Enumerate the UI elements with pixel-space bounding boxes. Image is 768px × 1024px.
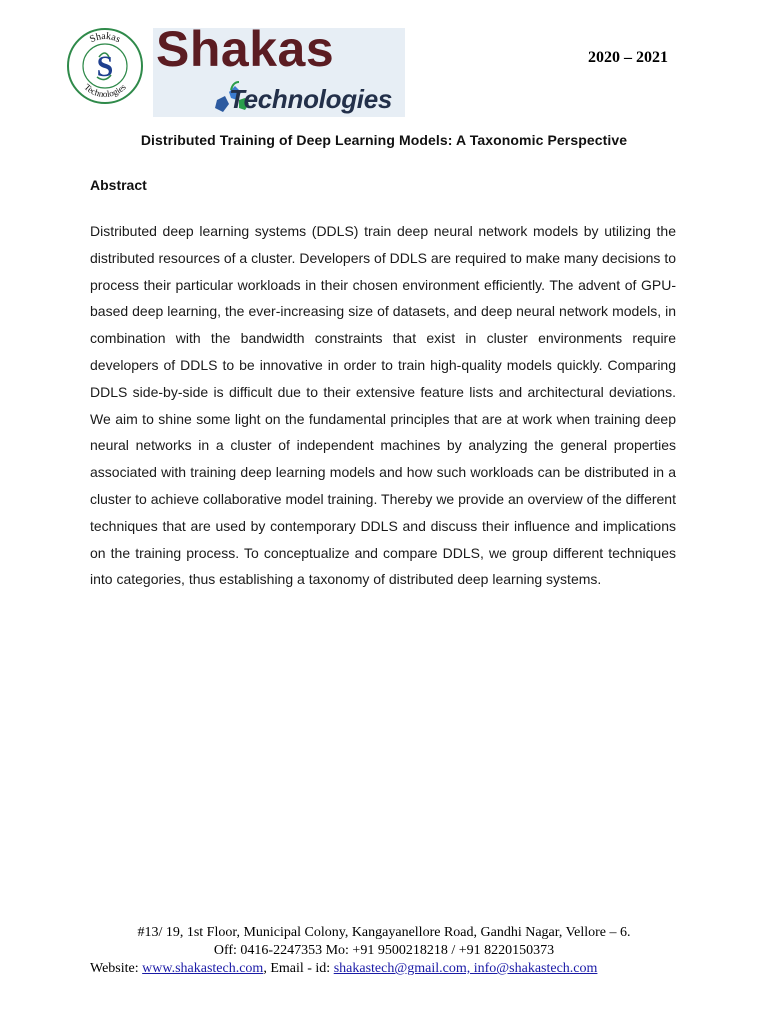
email-links[interactable]: shakastech@gmail.com, info@shakastech.com xyxy=(333,961,598,976)
abstract-body: Distributed deep learning systems (DDLS) train deep neural network models by utilizing the distributed resources of a cluster. Developers of DDLS are required to make many decisions to process their particular workloads in their chosen environment efficiently. The advent of GPU-based deep learning, the ever-increasing size of datasets, and deep neural network models, in combination with the bandwidth constraints that exist in cluster environments require developers of DDLS to be innovative in order to train high-quality models quickly. Comparing DDLS side-by-side is difficult due to their extensive feature lists and architectural deviations. We aim to shine some light on the fundamental principles that are at work when training deep neural networks in a cluster of independent machines by analyzing the general properties associated with training deep learning models and how such workloads can be distributed in a cluster to achieve collaborative model training. Thereby we provide an overview of the different techniques that are used by contemporary DDLS and discuss their influence and implications on the training process. To conceptualize and compare DDLS, we group different techniques into categories, thus establishing a taxonomy of distributed deep learning systems. xyxy=(90,223,676,588)
abstract-heading: Abstract xyxy=(90,177,147,193)
website-label: Website: xyxy=(90,961,143,976)
footer-contact xyxy=(0,960,768,978)
academic-year: 2020 – 2021 xyxy=(588,49,668,66)
seal-letter: S xyxy=(96,50,114,83)
company-seal-logo xyxy=(66,27,144,105)
footer-address: #13/ 19, 1st Floor, Municipal Colony, Kangayanellore Road, Gandhi Nagar, Vellore – 6. xyxy=(137,925,631,940)
company-wordmark-logo xyxy=(153,21,405,117)
brand-name: Shakas xyxy=(156,21,335,77)
footer xyxy=(0,924,768,978)
email-label: , Email - id: xyxy=(263,961,334,976)
footer-phones: Off: 0416-2247353 Mo: +91 9500218218 / +91 8220150373 xyxy=(213,943,555,958)
website-link[interactable]: www.shakastech.com xyxy=(142,961,264,976)
seal-text-bottom: Technologies xyxy=(82,81,128,100)
brand-subtitle: Technologies xyxy=(229,84,393,114)
seal-text-top: Shakas xyxy=(88,30,123,46)
paper-title: Distributed Training of Deep Learning Models: A Taxonomic Perspective xyxy=(140,132,628,148)
